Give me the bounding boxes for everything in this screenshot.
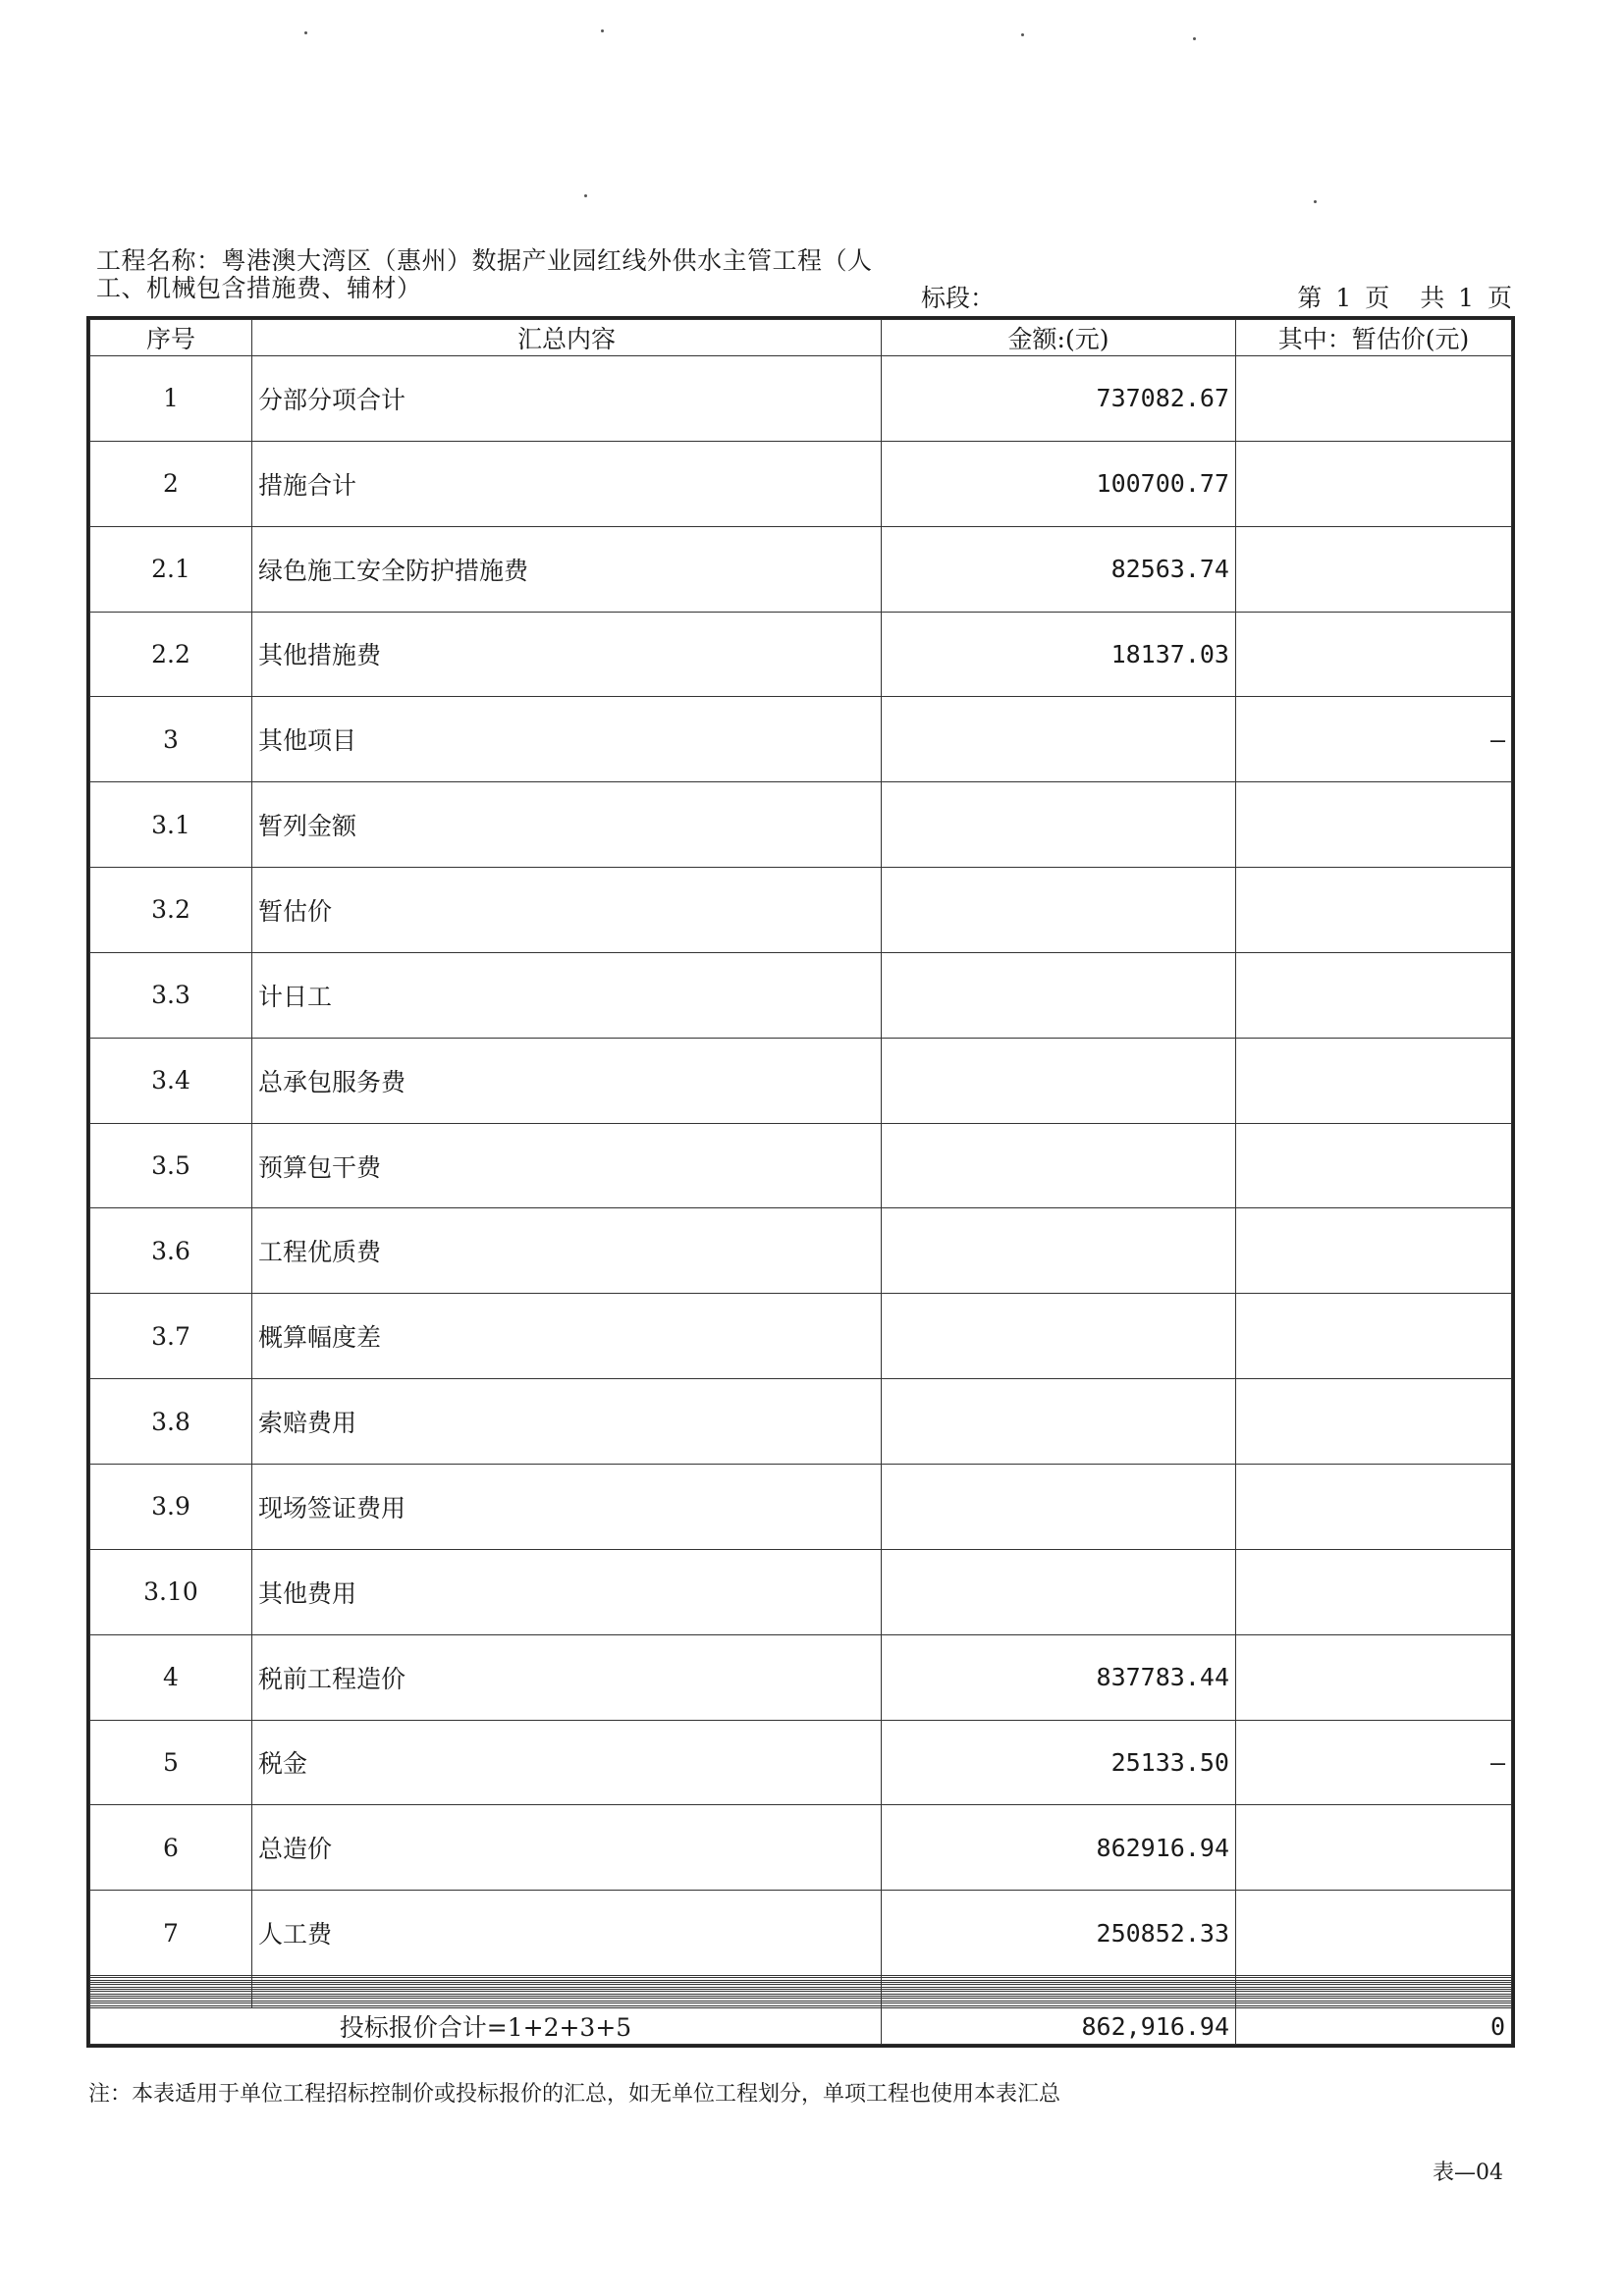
row-number: 3 bbox=[90, 697, 252, 782]
row-content: 预算包干费 bbox=[252, 1123, 882, 1208]
row-provisional: — bbox=[1236, 1720, 1512, 1805]
row-number: 6 bbox=[90, 1805, 252, 1891]
row-content: 暂估价 bbox=[252, 868, 882, 953]
row-amount bbox=[882, 1294, 1236, 1379]
table-body bbox=[90, 356, 1512, 2008]
table-row bbox=[90, 782, 1512, 868]
row-content: 计日工 bbox=[252, 952, 882, 1038]
row-content: 绿色施工安全防护措施费 bbox=[252, 526, 882, 612]
row-number: 3.3 bbox=[90, 952, 252, 1038]
row-content: 其他措施费 bbox=[252, 612, 882, 697]
row-provisional bbox=[1236, 1038, 1512, 1123]
table-row bbox=[90, 1038, 1512, 1123]
table-row bbox=[90, 1720, 1512, 1805]
table-row bbox=[90, 1891, 1512, 1976]
table-row bbox=[90, 952, 1512, 1038]
row-provisional bbox=[1236, 1208, 1512, 1294]
row-provisional bbox=[1236, 782, 1512, 868]
table-header-row bbox=[90, 320, 1512, 356]
row-content: 总造价 bbox=[252, 1805, 882, 1891]
row-provisional bbox=[1236, 1891, 1512, 1976]
row-provisional bbox=[1236, 356, 1512, 442]
row-number: 2.1 bbox=[90, 526, 252, 612]
row-content: 措施合计 bbox=[252, 441, 882, 526]
row-amount: 82563.74 bbox=[882, 526, 1236, 612]
table-row bbox=[90, 526, 1512, 612]
row-number: 3.7 bbox=[90, 1294, 252, 1379]
row-content: 概算幅度差 bbox=[252, 1294, 882, 1379]
table-row bbox=[90, 1464, 1512, 1549]
summary-table-frame bbox=[86, 316, 1515, 2048]
table-row bbox=[90, 1549, 1512, 1634]
row-number: 4 bbox=[90, 1634, 252, 1720]
row-amount bbox=[882, 1549, 1236, 1634]
row-amount: 18137.03 bbox=[882, 612, 1236, 697]
row-amount: 737082.67 bbox=[882, 356, 1236, 442]
row-provisional bbox=[1236, 1805, 1512, 1891]
row-amount: 100700.77 bbox=[882, 441, 1236, 526]
table-row bbox=[90, 697, 1512, 782]
row-provisional bbox=[1236, 1379, 1512, 1465]
row-provisional bbox=[1236, 952, 1512, 1038]
row-provisional bbox=[1236, 612, 1512, 697]
row-content: 分部分项合计 bbox=[252, 356, 882, 442]
row-number: 3.6 bbox=[90, 1208, 252, 1294]
total-provisional: 0 bbox=[1236, 2008, 1512, 2045]
row-number: 3.4 bbox=[90, 1038, 252, 1123]
table-row bbox=[90, 1123, 1512, 1208]
row-content: 现场签证费用 bbox=[252, 1464, 882, 1549]
row-number: 3.9 bbox=[90, 1464, 252, 1549]
row-amount bbox=[882, 782, 1236, 868]
total-label: 投标报价合计=1+2+3+5 bbox=[90, 2008, 882, 2045]
row-number: 2 bbox=[90, 441, 252, 526]
row-amount bbox=[882, 868, 1236, 953]
row-number: 3.10 bbox=[90, 1549, 252, 1634]
summary-table bbox=[89, 319, 1512, 2045]
row-number: 1 bbox=[90, 356, 252, 442]
total-amount: 862,916.94 bbox=[882, 2008, 1236, 2045]
row-amount bbox=[882, 1123, 1236, 1208]
row-amount bbox=[882, 1038, 1236, 1123]
row-content: 总承包服务费 bbox=[252, 1038, 882, 1123]
column-header-amount: 金额:(元) bbox=[882, 320, 1236, 356]
row-content: 工程优质费 bbox=[252, 1208, 882, 1294]
row-number: 5 bbox=[90, 1720, 252, 1805]
row-content: 索赔费用 bbox=[252, 1379, 882, 1465]
row-amount: 25133.50 bbox=[882, 1720, 1236, 1805]
row-provisional bbox=[1236, 1634, 1512, 1720]
row-provisional bbox=[1236, 441, 1512, 526]
row-provisional bbox=[1236, 1294, 1512, 1379]
total-row bbox=[90, 2008, 1512, 2045]
table-row bbox=[90, 868, 1512, 953]
row-content: 其他项目 bbox=[252, 697, 882, 782]
table-row bbox=[90, 441, 1512, 526]
table-row bbox=[90, 612, 1512, 697]
row-content: 人工费 bbox=[252, 1891, 882, 1976]
row-amount bbox=[882, 1208, 1236, 1294]
row-content: 税前工程造价 bbox=[252, 1634, 882, 1720]
form-number: 表—04 bbox=[1433, 2161, 1503, 2185]
row-content: 其他费用 bbox=[252, 1549, 882, 1634]
row-provisional: — bbox=[1236, 697, 1512, 782]
table-row bbox=[90, 1805, 1512, 1891]
table-row bbox=[90, 1294, 1512, 1379]
row-amount: 862916.94 bbox=[882, 1805, 1236, 1891]
row-number: 3.5 bbox=[90, 1123, 252, 1208]
table-row bbox=[90, 356, 1512, 442]
document-header bbox=[96, 241, 1515, 316]
row-content: 暂列金额 bbox=[252, 782, 882, 868]
column-header-content: 汇总内容 bbox=[252, 320, 882, 356]
row-amount bbox=[882, 697, 1236, 782]
row-number: 3.1 bbox=[90, 782, 252, 868]
row-amount bbox=[882, 952, 1236, 1038]
table-row bbox=[90, 1634, 1512, 1720]
page-indicator: 第 1 页 共 1 页 bbox=[1297, 284, 1515, 312]
row-provisional bbox=[1236, 1464, 1512, 1549]
row-number: 3.8 bbox=[90, 1379, 252, 1465]
table-row bbox=[90, 1208, 1512, 1294]
section-label: 标段： bbox=[921, 284, 996, 312]
footnote: 注：本表适用于单位工程招标控制价或投标报价的汇总，如无单位工程划分，单项工程也使用本表汇总 bbox=[88, 2082, 1061, 2107]
row-amount bbox=[882, 1464, 1236, 1549]
row-content: 税金 bbox=[252, 1720, 882, 1805]
column-header-no: 序号 bbox=[90, 320, 252, 356]
row-amount bbox=[882, 1379, 1236, 1465]
table-row bbox=[90, 1379, 1512, 1465]
column-header-provisional: 其中：暂估价(元) bbox=[1236, 320, 1512, 356]
row-provisional bbox=[1236, 1549, 1512, 1634]
row-number: 7 bbox=[90, 1891, 252, 1976]
row-provisional bbox=[1236, 868, 1512, 953]
row-provisional bbox=[1236, 526, 1512, 612]
row-number: 3.2 bbox=[90, 868, 252, 953]
row-provisional bbox=[1236, 1123, 1512, 1208]
project-name: 工程名称：粤港澳大湾区（惠州）数据产业园红线外供水主管工程（人工、机械包含措施费、辅材） bbox=[96, 246, 873, 302]
row-number: 2.2 bbox=[90, 612, 252, 697]
row-amount: 837783.44 bbox=[882, 1634, 1236, 1720]
row-amount: 250852.33 bbox=[882, 1891, 1236, 1976]
